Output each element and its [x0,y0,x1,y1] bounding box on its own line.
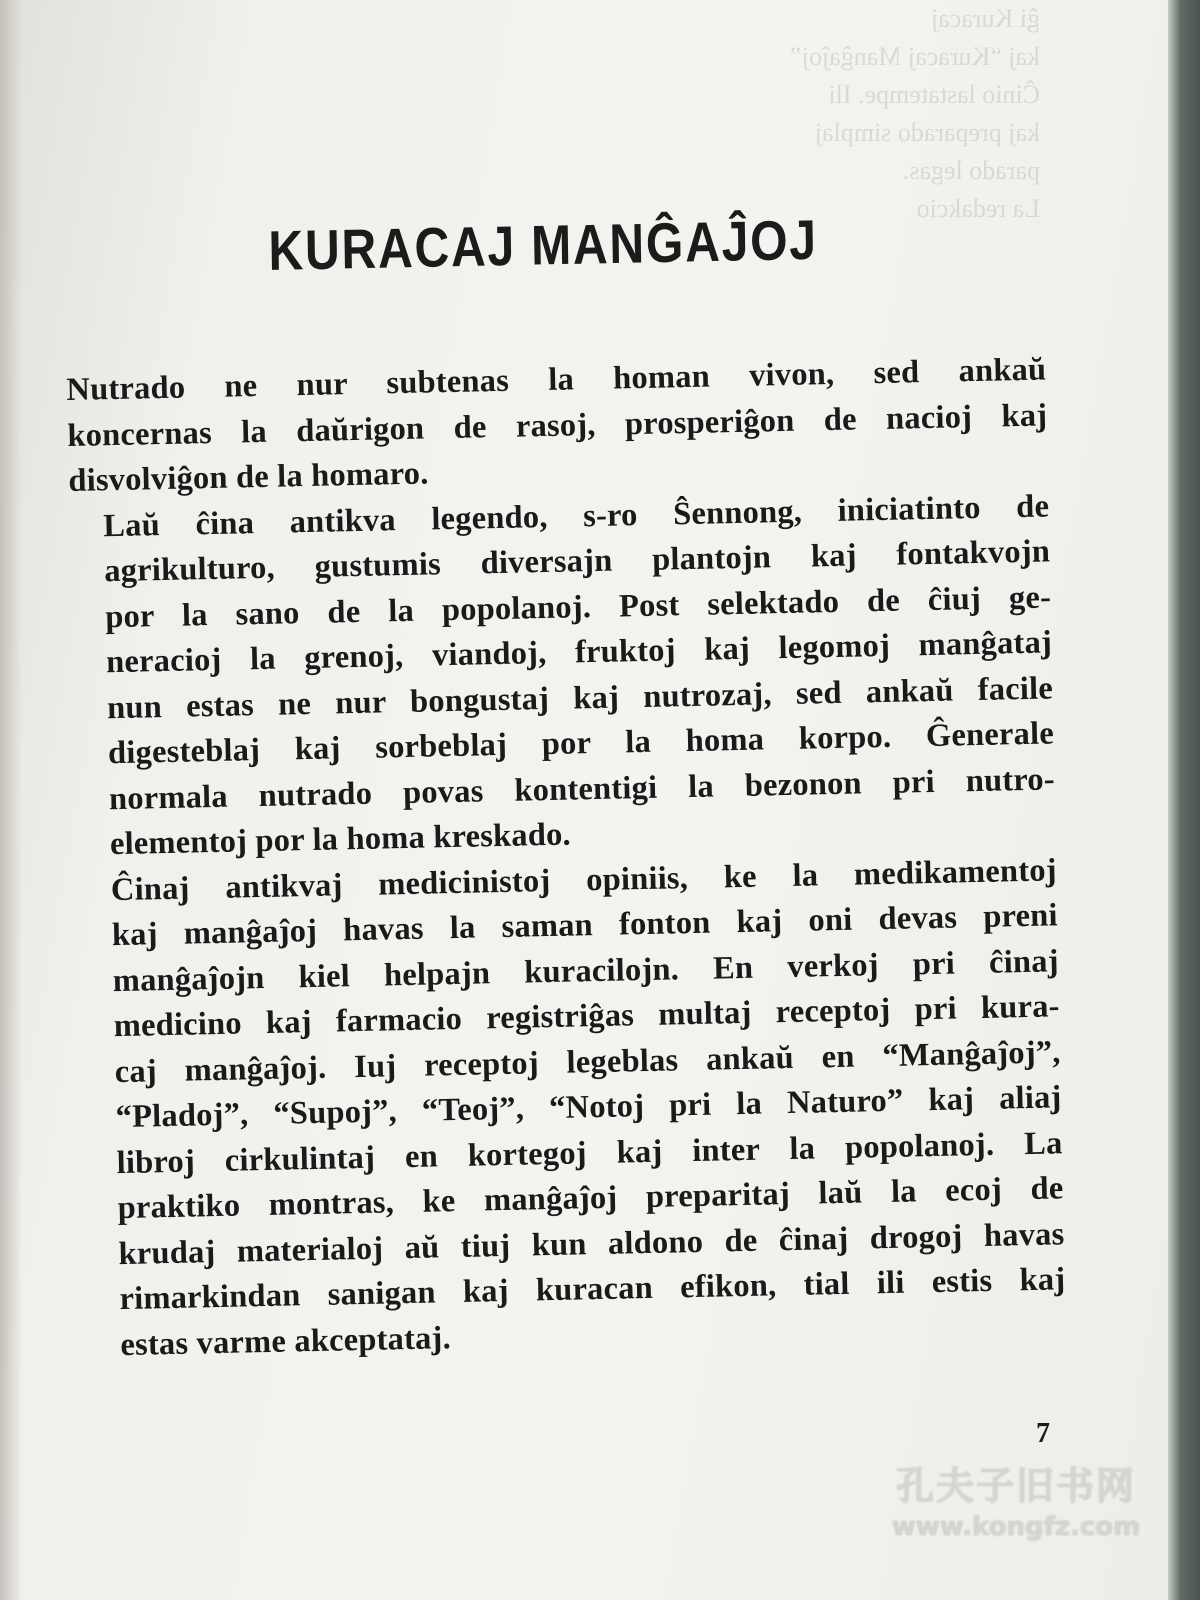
text-line: Laŭ ĉina antikva legendo, s-ro Ŝennong, iniciatinto de [102,487,1050,544]
body-text [66,347,1067,1368]
text-line: libroj cirkulintaj en kortegoj kaj inter la popolanoj. La [116,1124,1063,1181]
text-line: krudaj materialoj aŭ tiuj kun aldono de ĉinaj drogoj havas [118,1215,1065,1272]
text-line: koncernas la daŭrigon de rasoj, prosperiĝon de nacioj kaj [67,396,1048,454]
text-line: normala nutrado povas kontentigi la bezonon pri nutro- [108,760,1056,817]
text-line: kaj manĝaĵoj havas la saman fonton kaj oni devas preni [111,897,1059,954]
text-line: medicino kaj farmacio registriĝas multaj receptoj pri kura- [113,988,1060,1045]
text-line: digesteblaj kaj sorbeblaj por la homa korpo. Ĝenerale [107,715,1055,772]
text-line: Nutrado ne nur subtenas la homan vivon, sed ankaŭ [66,351,1047,408]
paragraph [66,347,1049,504]
watermark-chinese: 孔夫子旧书网 [895,1464,1136,1508]
text-line: rimarkindan sanigan kaj kuracan efikon, tial ili estis kaj [119,1261,1066,1318]
text-line: caj manĝaĵoj. Iuj receptoj legeblas ankaŭ en “Manĝaĵoj”, [114,1033,1061,1090]
watermark-url: www.kongfz.com [891,1512,1141,1542]
page-title: KURACAJ MANĜAĴOJ [268,207,819,282]
text-line: elementoj por la homa kreskado. [109,816,572,863]
page-number: 7 [1036,1418,1050,1449]
text-line: disvolviĝon de la homaro. [67,455,429,499]
text-line: agrikulturo, gustumis diversajn plantojn kaj fontakvojn [103,533,1051,590]
paragraph [76,848,1066,1369]
text-line: manĝaĵojn kiel helpajn kuracilojn. En verkoj pri ĉinaj [112,942,1060,999]
text-line: nun estas ne nur bongustaj kaj nutrozaj, sed ankaŭ facile [106,669,1054,726]
text-line: “Pladoj”, “Supoj”, “Teoj”, “Notoj pri la Naturo” kaj aliaj [115,1079,1062,1136]
watermark [886,1462,1146,1544]
show-through-text: ĝi Kuracaj kaj “Kuracaj Manĝaĵoj” Ĉinio lastatempe. Ili kaj preparado simplaj parado legas. La redakcio [790,4,1040,223]
text-line: neracioj la grenoj, viandoj, fruktoj kaj legomoj manĝataj [105,624,1053,681]
text-line: praktiko montras, ke manĝaĵoj preparitaj laŭ la ecoj de [117,1170,1064,1227]
text-line: Ĉinaj antikvaj medicinistoj opiniis, ke la medikamentoj [110,851,1058,908]
paragraph [69,484,1056,868]
text-line: estas varme akceptataj. [120,1319,452,1363]
text-line: por la sano de la popolanoj. Post selektado de ĉiuj ge- [104,578,1052,635]
next-page-edge [1168,0,1200,1600]
gutter-shadow [0,0,22,1600]
